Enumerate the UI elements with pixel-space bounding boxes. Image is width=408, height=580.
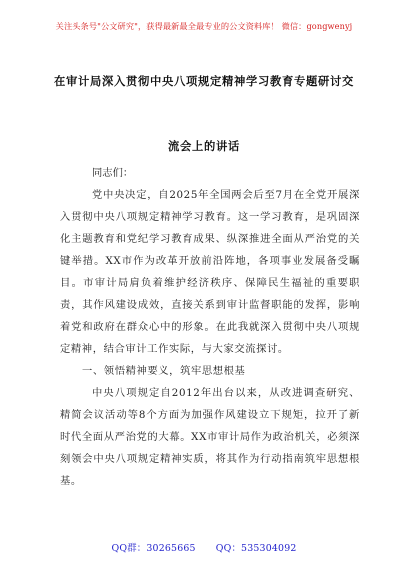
footer-qq-group: QQ群：30265665	[111, 543, 196, 554]
paragraph-section-1: 中央八项规定自2012年出台以来，从改进调查研究、精简会议活动等8个方面为加强作风建设立下规矩，拉开了新时代全面从严治党的大幕。XX市审计局作为政治机关，必须深刻领会中央八项规定精神实质，将其作为行动指南筑牢思想根基。	[60, 387, 360, 487]
paragraph-intro: 党中央决定，自2025年全国两会后至7月在全党开展深入贯彻中央八项规定精神学习教育。这一学习教育，是巩固深化主题教育和党纪学习教育成果、纵深推进全面从严治党的关键举措。XX市作为改革开放前沿阵地，各项事业发展备受瞩目。市审计局肩负着维护经济秩序、保障民生福祉的重要职责，其作风建设成效，直接关系到审计监督职能的发挥，影响着党和政府在群众心中的形象。在此我就深入贯彻中央八项规定精神，结合审计工作实际，与大家交流探讨。	[60, 189, 360, 355]
footer-qq-number: QQ：535304092	[215, 543, 297, 554]
document-title-line-2: 流会上的讲话	[168, 139, 240, 153]
document-body	[60, 162, 360, 492]
document-title-line-1: 在审计局深入贯彻中央八项规定精神学习教育专题研讨交	[54, 74, 354, 88]
salutation: 同志们：	[92, 167, 134, 179]
footer-contact	[0, 540, 408, 554]
section-heading-1: 一、领悟精神要义，筑牢思想根基	[82, 365, 246, 377]
header-banner: 关注头条号"公文研究"，获得最新最全最专业的公文资料库！ 微信：gongwenyj	[55, 21, 353, 31]
